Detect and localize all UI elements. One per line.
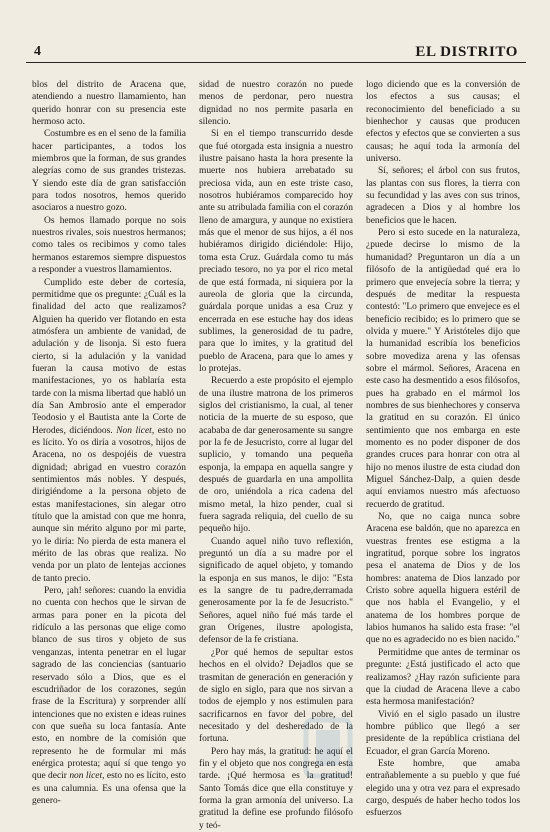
latin-phrase: non licet [69, 771, 103, 782]
paragraph: Sí, señores; el árbol con sus frutos, las plantas con sus flores, la tierra con su fecundidad y las aves con sus trinos, agradecen a Dios y al hombre los beneficios que le hacen. [366, 166, 520, 226]
paragraph: Costumbre es en el seno de la familia hacer participantes, a todos los miembros que la forman, de sus grandes alegrías como de sus grandes tristezas. Y siendo este día de gran satisfacción para todos nosotros, hemos querido asociaros a nuestro gozo. [32, 129, 186, 214]
paragraph: blos del distrito de Aracena que, atendiendo a nuestro llamamiento, han querido honrar con su presencia este hermoso acto. [32, 80, 186, 128]
text-columns [26, 79, 526, 832]
paragraph: Este hombre, que amaba entrañablemente a su pueblo y que fué elegido una y otra vez para el expresado cargo, después de haber hecho todos los esfuerzos [366, 758, 520, 819]
text-column-middle [199, 79, 353, 832]
paragraph: Cumplido este deber de cortesía, permitidme que os pregunte: ¿Cuál es la finalidad del acto que realizamos? Alguien ha querido ver flotando en esta atmósfera un ambiente de vanidad, de adulación y de lisonja. Si esto fuera cierto, si la adulación y la vanidad fueran la causa motivo de estas manifestaciones, yo os hablaría esta tarde con la misma libertad que habló un día San Ambrosio ante el emperador Teodosio y el Bautista ante la Corte de Herodes, diciéndoos. Non licet, esto no es lícito. Yo os diría a vosotros, hijos de Aracena, no os despojéis de vuestra dignidad; abrigad en vuestro corazón sentimientos más nobles. Y después, dirigiéndome a la persona objeto de estas manifestaciones, sin alegar otro título que la amistad con que me honra, aunque sin mérito alguno por mi parte, yo le diría: No pierda de esta manera el mérito de las obras que realiza. No venda por un plato de lentejas acciones de tanto precio. [32, 277, 186, 584]
paragraph: Pero hay más, la gratitud: he aquí el fin y el objeto que nos congrega en esta tarde. ¡Qué hermosa es la gratitud! Santo Tomás dice que ella constituye y forma la gran armonía del universo. La gratitud la define ese profundo filósofo y teó- [199, 746, 353, 831]
page-number: 4 [34, 44, 41, 59]
paragraph: ¿Por qué hemos de sepultar estos hechos en el olvido? Dejadlos que se trasmitan de generación en generación y de siglo en siglo, para que nos sirvan a todos de ejemplo y nos estimulen para sacrificarnos en favor del pobre, del necesitado y del desheredado de la fortuna. [199, 647, 353, 745]
paragraph: logo diciendo que es la conversión de los efectos a sus causas; el reconocimiento del beneficiado a su bienhechor y causas que producen efectos y efectos que se convierten a sus causas; he aquí toda la armonía del universo. [366, 80, 520, 165]
latin-phrase: Non licet [116, 425, 152, 436]
paragraph: No, que no caiga nunca sobre Aracena ese baldón, que no aparezca en vuestras frentes ese estigma a la ingratitud, porque sobre los ingratos pesa el anatema de Dios y de los hombres: anatema de Dios lanzado por Cristo sobre aquella higuera estéril de que nos habla el Evangelio, y el anatema de los hombres porque de labios humanos ha salido esta frase: "el que no es agradecido no es bien nacido." [366, 512, 520, 646]
paragraph: Cuando aquel niño tuvo reflexión, preguntó un día a su madre por el significado de aquel objeto, y tomando la esponja en sus manos, le dijo: "Esta es la sangre de tu padre,derramada generosamente por la fe de Jesucristo." Señores, aquel niño fué más tarde el gran Orígenes, ilustre apologista, defensor de la fe cristiana. [199, 536, 353, 646]
paragraph: Si en el tiempo transcurrido desde que fué otorgada esta insignia a nuestro ilustre paisano hasta la hora presente la muerte nos hubiera arrebatado su preciosa vida, aun en este triste caso, nosotros hubiéramos comparecido hoy ante su atribulada familia con el corazón lleno de amargura, y aunque no existiera más que el menor de sus hijos, a él nos hubiéramos dirigido diciéndole: Hijo, toma esta Cruz. Guárdala como tu más preciado tesoro, no ya por el rico metal de que está formada, ni siquiera por la aureola de gloria que la circunda, guárdala porque unidas a esa Cruz y encerrada en ese estuche hay dos ideas sublimes, la generosidad de tu padre, para que lo imites, y la gratitud del pueblo de Aracena, para que lo ames y lo protejas. [199, 129, 353, 374]
paragraph: sidad de nuestro corazón no puede menos de perdonar, pero nuestra dignidad no nos permite pasarla en silencio. [199, 80, 353, 128]
paragraph: Pero si esto sucede en la naturaleza, ¿puede decirse lo mismo de la humanidad? Preguntaron un día a un filósofo de la antigüedad qué era lo primero que envejecía sobre la tierra; y después de meditar la respuesta contestó: "Lo primero que envejece es el beneficio recibido; es lo primero que se olvida y muere." Y Aristóteles dijo que la humanidad escribía los beneficios sobre movediza arena y las ofensas sobre el mármol. Señores, Aracena en este caso ha desmentido a esos filósofos, pues ha grabado en el mármol los nombres de sus bienhechores y conserva la gratitud en su corazón. El único sentimiento que nos embarga en este momento es no poder disponer de dos grandes cruces para honrar con otra al hijo no menos ilustre de esta ciudad don Miguel Sánchez-Dalp, a quien desde aquí enviamos nuestro más afectuoso recuerdo de gratitud. [366, 228, 520, 510]
paragraph: Pero, ¡ah! señores: cuando la envidia no cuenta con hechos que le sirvan de armas para poner en la picota del ridículo a las personas que elige como blanco de sus tiros y objeto de sus venganzas, intenta penetrar en el lugar sagrado de las conciencias (santuario reservado sólo a Dios, que es el escudriñador de los corazones, según frase de la Escritura) y sorprender allí intenciones que no existen e ideas ruines con que sueña su loca fantasía. Ante esto, en nombre de la comisión que represento he de formular mi más enérgica protesta; aquí sí que tengo yo que decir non licet, esto no es lícito, esto es una calumnia. Es una ofensa que la genero- [32, 586, 186, 806]
paragraph: Recuerdo a este propósito el ejemplo de una ilustre matrona de los primeros siglos del cristianismo, la cual, al tener noticia de la muerte de su esposo, que acababa de dar generosamente su sangre por la fe de Jesucristo, corre al lugar del suplicio, y tomando una pequeña esponja, la empapa en aquella sangre y después de guardarla en una ampollita de oro, uniéndola a rica cadena del mismo metal, la hizo pender, cual si fuera sagrada reliquia, del cuello de su pequeño hijo. [199, 376, 353, 535]
paragraph: Os hemos llamado porque no sois nuestros rivales, sois nuestros hermanos; como tales os recibimos y como tales hermanos estaremos siempre dispuestos a responder a vuestros llamamientos. [32, 215, 186, 276]
running-head: EL DISTRITO [415, 44, 518, 60]
paragraph: Permitidme que antes de terminar os pregunte: ¿Está justificado el acto que realizamos? ¿Hay razón suficiente para que la ciudad de Aracena lleve a cabo esta hermosa manifestación? [366, 647, 520, 708]
page-header [26, 44, 526, 63]
text-column-right [366, 79, 520, 832]
text-column-left [32, 79, 186, 832]
paragraph: Vivió en el siglo pasado un ilustre hombre público que llegó a ser presidente de la república cristiana del Ecuador, el gran García Moreno. [366, 709, 520, 757]
